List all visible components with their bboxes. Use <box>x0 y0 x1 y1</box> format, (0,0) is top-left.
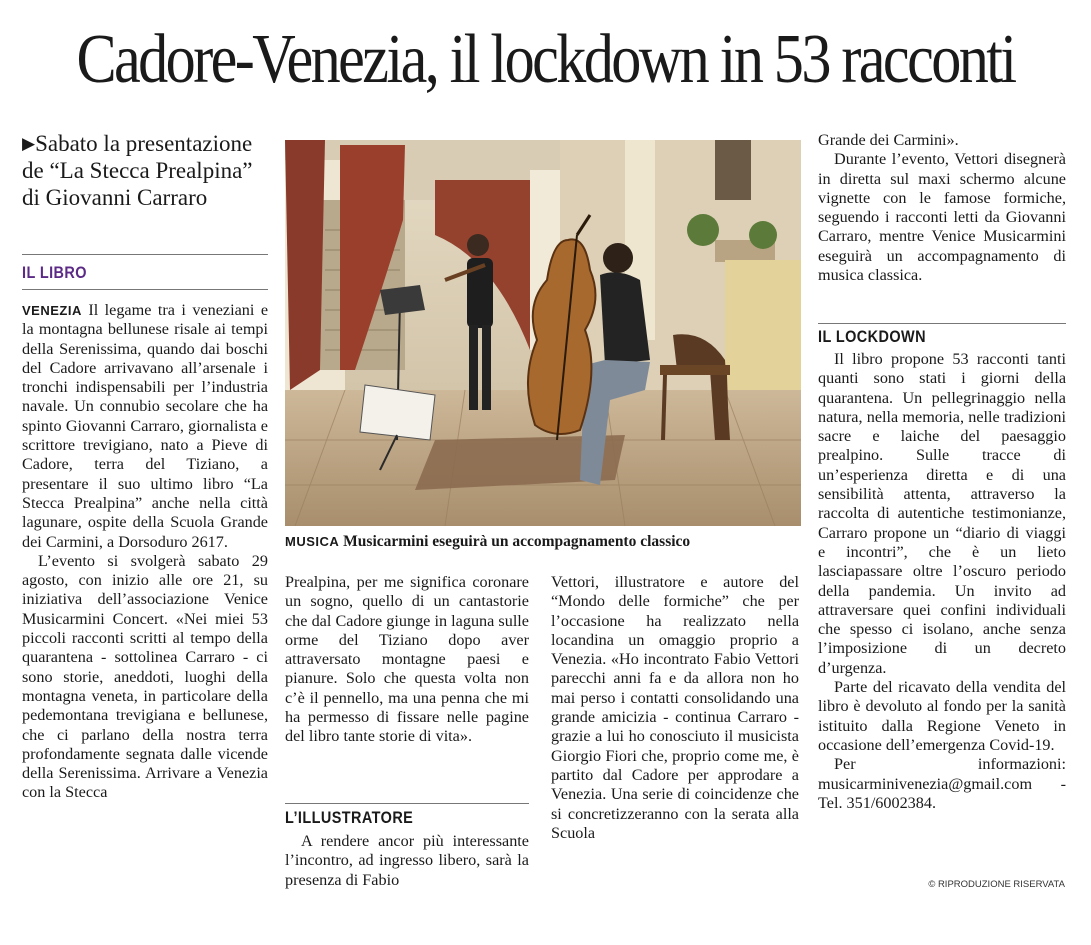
caption-label: MUSICA <box>285 534 340 549</box>
photo-illustration <box>285 140 801 526</box>
col4-paragraph-3: Parte del ricavato della vendita del libro è devoluto al fondo per la sanità istituito dalla Regione Veneto in occasione dell’emergenza Covid-19. <box>818 678 1066 754</box>
kicker-line-1: Sabato la presentazione <box>35 131 253 156</box>
photo-caption <box>285 533 805 551</box>
dateline: VENEZIA <box>22 303 82 318</box>
col1-paragraph-1: Il legame tra i veneziani e la montagna bellunese risale ai tempi della Serenissima, quando dai boschi del Cadore arrivavano all’arsenale i tronchi indispensabili per l’industria navale. Un connubio secolare che ha spinto Giovanni Carraro, giornalista e scrittore trevigiano, nato a Pieve di Cadore, terra del Tiziano, a presentare il suo ultimo libro “La Stecca Prealpina” anche nella città lagunare, ospite della Scuola Grande dei Carmini, a Dorsoduro 2617. <box>22 301 268 551</box>
article-column-4 <box>818 131 1066 285</box>
kicker <box>22 130 272 211</box>
section-rule <box>22 254 268 255</box>
article-column-2-continued <box>285 832 529 890</box>
col4-paragraph-2: Il libro propone 53 racconti tanti quanti sono stati i giorni della quarantena. Un pellegrinaggio nella natura, nella memoria, nelle tradizioni sacre e laiche del paesaggio prealpino. Sulle tracce di un’esperienza diretta e di una sensibilità attenta, attraverso la raccolta di autentiche testimonianze, Carraro propone un “diario di viaggi e incontri”, che è un lieto lasciapassare oltre l’oscuro periodo della pandemia. Un invito ad attraversare quei confini individuali che spesso ci isolano, anche senza l’imposizione di un decreto d’urgenza. <box>818 350 1066 677</box>
kicker-line-2: de “La Stecca Prealpina” <box>22 158 253 183</box>
triangle-icon: ▶ <box>22 134 36 153</box>
col2-paragraph-2: A rendere ancor più interessante l’incontro, ad ingresso libero, sarà la presenza di Fabio <box>285 832 529 889</box>
headline: Cadore-Venezia, il lockdown in 53 racconti <box>76 21 1015 98</box>
article-photo <box>285 140 801 526</box>
section-title-illustratore: L’ILLUSTRATORE <box>285 808 414 827</box>
section-rule <box>285 803 529 804</box>
section-rule <box>818 323 1066 324</box>
article-column-4-continued <box>818 350 1066 813</box>
col1-paragraph-2: L’evento si svolgerà sabato 29 agosto, con inizio alle ore 21, su iniziativa dell’associazione Venice Musicarmini Concert. «Nei miei 53 piccoli racconti scritti al tempo della quarantena - sottolinea Carraro - ci sono storie, aneddoti, luoghi della montagna veneta, in particolare della pedemontana trevigiana e bellunese, che ci parlano della nostra terra profondamente segnata dalle vicende della Serenissima. Arrivare a Venezia con la Stecca <box>22 551 268 802</box>
col4-paragraph-4: Per informazioni: musicarminivenezia@gmail.com - Tel. 351/6002384. <box>818 755 1066 812</box>
article-column-1 <box>22 301 268 803</box>
article-column-3 <box>551 573 799 843</box>
col2-paragraph-1: Prealpina, per me significa coronare un sogno, quello di un cantastorie che dal Cadore giunge in laguna sulle orme del Tiziano dopo aver attraversato montagne paesi e pianure. Solo che questa volta non c’è il pennello, ma una penna che mi ha permesso di fissare nelle pagine del libro tante storie di vita». <box>285 573 529 746</box>
caption-text: Musicarmini eseguirà un accompagnamento classico <box>343 533 691 550</box>
article-column-2 <box>285 573 529 747</box>
kicker-line-3: di Giovanni Carraro <box>22 185 208 210</box>
col4-paragraph-0: Grande dei Carmini». <box>818 131 959 149</box>
col4-paragraph-1: Durante l’evento, Vettori disegnerà in diretta sul maxi schermo alcune vignette con le famose formiche, seguendo i racconti letti da Giovanni Carraro, mentre Venice Musicarmini eseguirà un accompagnamento di musica classica. <box>818 150 1066 285</box>
section-rule <box>22 289 268 290</box>
section-title-libro: IL LIBRO <box>22 263 87 282</box>
section-title-lockdown: IL LOCKDOWN <box>818 327 926 346</box>
copyright-notice: © RIPRODUZIONE RISERVATA <box>928 879 1065 890</box>
col3-paragraph-1: Vettori, illustratore e autore del “Mondo delle formiche” che per l’occasione ha realizzato nella locandina un omaggio proprio a Venezia. «Ho incontrato Fabio Vettori parecchi anni fa e da allora non ho mai perso i contatti consolidando una grande amicizia - continua Carraro - grazie a lui ho conosciuto il musicista Giorgio Fiori che, proprio come me, è partito dal Cadore per approdare a Venezia. Una serie di coincidenze che si concretizzeranno con la serata alla Scuola <box>551 573 799 842</box>
